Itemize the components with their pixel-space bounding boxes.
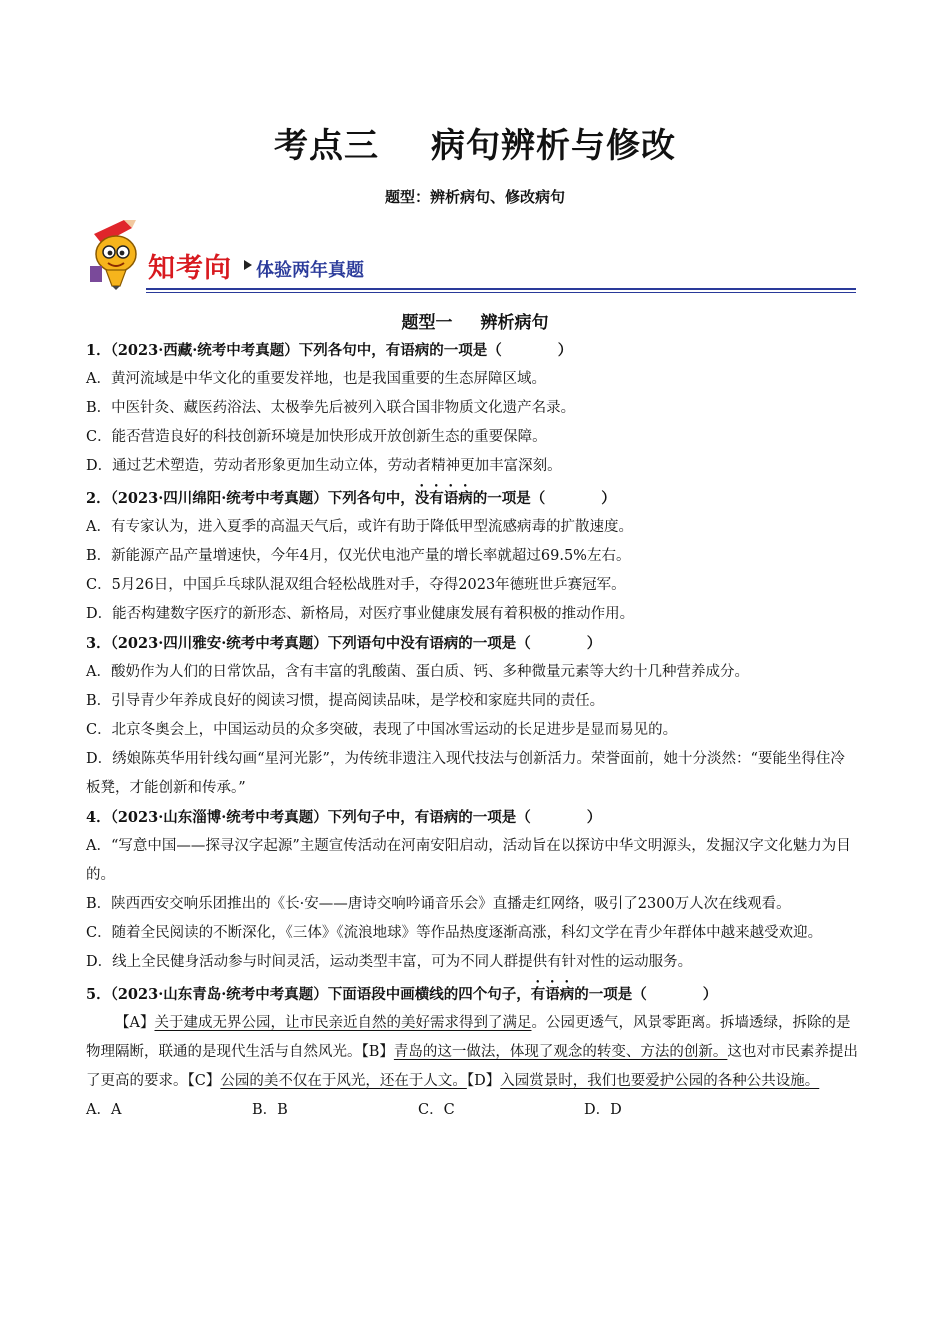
question-1-stem: 1．（2023·西藏·统考中考真题）下列各句中，有语病的一项是（ ） xyxy=(86,342,573,359)
question-4-option-b: B．陕西西安交响乐团推出的《长·安——唐诗交响吟诵音乐会》直播走红网络，吸引了2300万人次在线观看。 xyxy=(86,896,791,912)
question-3-option-c: C．北京冬奥会上，中国运动员的众多突破，表现了中国冰雪运动的长足进步是显而易见的。 xyxy=(86,722,678,738)
title-topic-number: 考点三 xyxy=(274,126,379,166)
question-5-option-c: C．C xyxy=(418,1102,455,1118)
banner-title: 知考向 xyxy=(148,253,232,284)
question-5-options xyxy=(86,1096,858,1125)
question-3-stem: 3．（2023·四川雅安·统考中考真题）下列语句中没有语病的一项是（ ） xyxy=(86,635,602,652)
underlined-sentence-c: 公园的美不仅在于风光，还在于人文。 xyxy=(220,1073,467,1089)
emphasis-text: 有语病 xyxy=(530,986,575,1003)
banner-divider-thin xyxy=(146,292,856,293)
question-5-option-a: A．A xyxy=(86,1102,122,1118)
question-3-option-d: D．绣娘陈英华用针线勾画“星河光影”，为传统非遗注入现代技法与创新活力。荣誉面前，她十分淡然：“要能坐得住冷板凳，才能创新和传承。” xyxy=(86,751,845,796)
question-3-option-a: A．酸奶作为人们的日常饮品，含有丰富的乳酸菌、蛋白质、钙、多种微量元素等大约十几种营养成分。 xyxy=(86,664,749,680)
question-4-option-a: A．“写意中国——探寻汉字起源”主题宣传活动在河南安阳启动，活动旨在以探访中华文明源头，发掘汉字文化魅力为目的。 xyxy=(86,838,851,883)
question-5-passage: 【A】关于建成无界公园，让市民亲近自然的美好需求得到了满足。公园更透气，风景零距离。拆墙透绿，拆除的是物理隔断，联通的是现代生活与自然风光。【B】青岛的这一做法，体现了观念的转变、方法的创新。这也对市民素养提出了更高的要求。【C】公园的美不仅在于风光，还在于人文。【D】入园赏景时，我们也要爱护公园的各种公共设施。 xyxy=(86,1015,858,1089)
question-2-option-a: A．有专家认为，进入夏季的高温天气后，或许有助于降低甲型流感病毒的扩散速度。 xyxy=(86,519,633,535)
question-4-stem: 4．（2023·山东淄博·统考中考真题）下列句子中，有语病的一项是（ ） xyxy=(86,809,602,826)
question-list xyxy=(86,336,858,1125)
arrow-right-icon xyxy=(244,260,252,270)
title-topic-name: 病句辨析与修改 xyxy=(431,126,676,166)
banner-subtitle: 体验两年真题 xyxy=(256,260,364,281)
question-2-option-b: B．新能源产品产量增速快，今年4月，仅光伏电池产量的增长率就超过69.5%左右。 xyxy=(86,548,631,564)
question-4-option-c: C．随着全民阅读的不断深化，《三体》《流浪地球》等作品热度逐渐高涨，科幻文学在青少年群体中越来越受欢迎。 xyxy=(86,925,823,941)
section-heading: 题型一 辨析病句 xyxy=(401,313,549,333)
page-subtitle: 题型：辨析病句、修改病句 xyxy=(384,188,565,206)
underlined-sentence-b: 青岛的这一做法，体现了观念的转变、方法的创新。 xyxy=(393,1044,728,1060)
banner-divider xyxy=(146,288,856,290)
emphasis-text: 没有语病 xyxy=(414,490,473,507)
underlined-sentence-d: 入园赏景时，我们也要爱护公园的各种公共设施。 xyxy=(500,1073,820,1089)
question-1-option-b: B．中医针灸、藏医药浴法、太极拳先后被列入联合国非物质文化遗产名录。 xyxy=(86,400,576,416)
question-5-option-b: B．B xyxy=(252,1102,288,1118)
question-1-option-d: D．通过艺术塑造，劳动者形象更加生动立体，劳动者精神更加丰富深刻。 xyxy=(86,458,562,474)
section-banner xyxy=(86,214,856,294)
pencil-mascot-icon xyxy=(86,214,148,290)
question-2-stem: 2．（2023·四川绵阳·统考中考真题）下列各句中，没有语病的一项是（ ） xyxy=(86,490,616,507)
question-1-option-a: A．黄河流域是中华文化的重要发祥地，也是我国重要的生态屏障区域。 xyxy=(86,371,546,387)
question-4-option-d: D．线上全民健身活动参与时间灵活，运动类型丰富，可为不同人群提供有针对性的运动服务。 xyxy=(86,954,693,970)
page-title xyxy=(0,118,950,167)
underlined-sentence-a: 关于建成无界公园，让市民亲近自然的美好需求得到了满足 xyxy=(154,1015,532,1031)
question-3-option-b: B．引导青少年养成良好的阅读习惯，提高阅读品味，是学校和家庭共同的责任。 xyxy=(86,693,605,709)
question-5-stem: 5．（2023·山东青岛·统考中考真题）下面语段中画横线的四个句子，有语病的一项是（ ） xyxy=(86,986,718,1003)
question-5-option-d: D．D xyxy=(584,1102,622,1118)
question-1-option-c: C．能否营造良好的科技创新环境是加快形成开放创新生态的重要保障。 xyxy=(86,429,547,445)
question-2-option-c: C．5月26日，中国乒乓球队混双组合轻松战胜对手，夺得2023年德班世乒赛冠军。 xyxy=(86,577,626,593)
question-2-option-d: D．能否构建数字医疗的新形态、新格局，对医疗事业健康发展有着积极的推动作用。 xyxy=(86,606,635,622)
